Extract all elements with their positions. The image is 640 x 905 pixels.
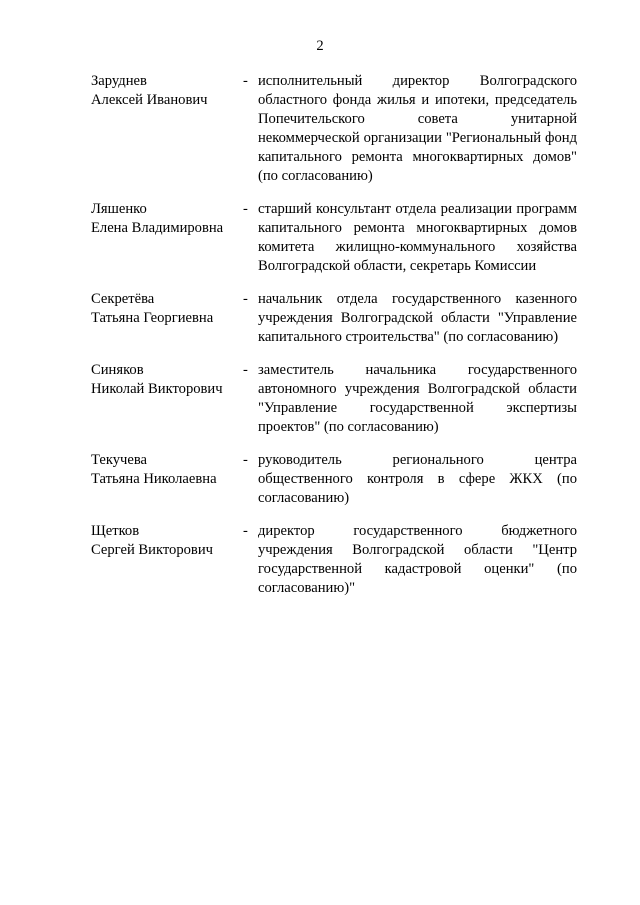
member-role: начальник отдела государственного казенного учреждения Волгоградской области "Управление капитального строительства" (по согласованию) — [258, 291, 577, 345]
member-given-names: Сергей Викторович — [91, 542, 213, 558]
member-role: директор государственного бюджетного учреждения Волгоградской области "Центр государственной кадастровой оценки" (по согласованию)" — [258, 523, 577, 596]
separator-dash: - — [243, 452, 248, 468]
member-name — [91, 522, 241, 560]
member-given-names: Татьяна Георгиевна — [91, 310, 214, 326]
member-name — [91, 72, 241, 110]
member-name — [91, 200, 241, 238]
member-surname: Щетков — [91, 523, 140, 539]
member-entry — [91, 451, 577, 508]
member-role: исполнительный директор Волгоградского областного фонда жилья и ипотеки, председатель Попечительского совета унитарной некоммерческой организации "Региональный фонд капитального ремонта многоквартирных домов" (по согласованию) — [258, 73, 577, 184]
member-entry — [91, 361, 577, 437]
member-given-names: Алексей Иванович — [91, 92, 208, 108]
member-given-names: Елена Владимировна — [91, 220, 224, 236]
members-list — [91, 72, 577, 612]
page-number: 2 — [316, 38, 324, 54]
separator-dash: - — [243, 523, 248, 539]
member-name — [91, 361, 241, 399]
member-entry — [91, 290, 577, 347]
separator-dash: - — [243, 73, 248, 89]
member-entry — [91, 200, 577, 276]
member-role: заместитель начальника государственного автономного учреждения Волгоградской области "Управление государственной экспертизы проектов" (по согласованию) — [258, 362, 577, 435]
separator-dash: - — [243, 201, 248, 217]
member-surname: Секретёва — [91, 291, 155, 307]
member-surname: Заруднев — [91, 73, 147, 89]
member-entry — [91, 72, 577, 186]
member-name — [91, 451, 241, 489]
member-surname: Синяков — [91, 362, 144, 378]
member-name — [91, 290, 241, 328]
member-role: старший консультант отдела реализации программ капитального ремонта многоквартирных домов комитета жилищно-коммунального хозяйства Волгоградской области, секретарь Комиссии — [258, 201, 577, 274]
member-given-names: Татьяна Николаевна — [91, 471, 217, 487]
member-surname: Текучева — [91, 452, 148, 468]
separator-dash: - — [243, 291, 248, 307]
member-surname: Ляшенко — [91, 201, 147, 217]
member-given-names: Николай Викторович — [91, 381, 223, 397]
member-entry — [91, 522, 577, 598]
separator-dash: - — [243, 362, 248, 378]
member-role: руководитель регионального центра общественного контроля в сфере ЖКХ (по согласованию) — [258, 452, 577, 506]
